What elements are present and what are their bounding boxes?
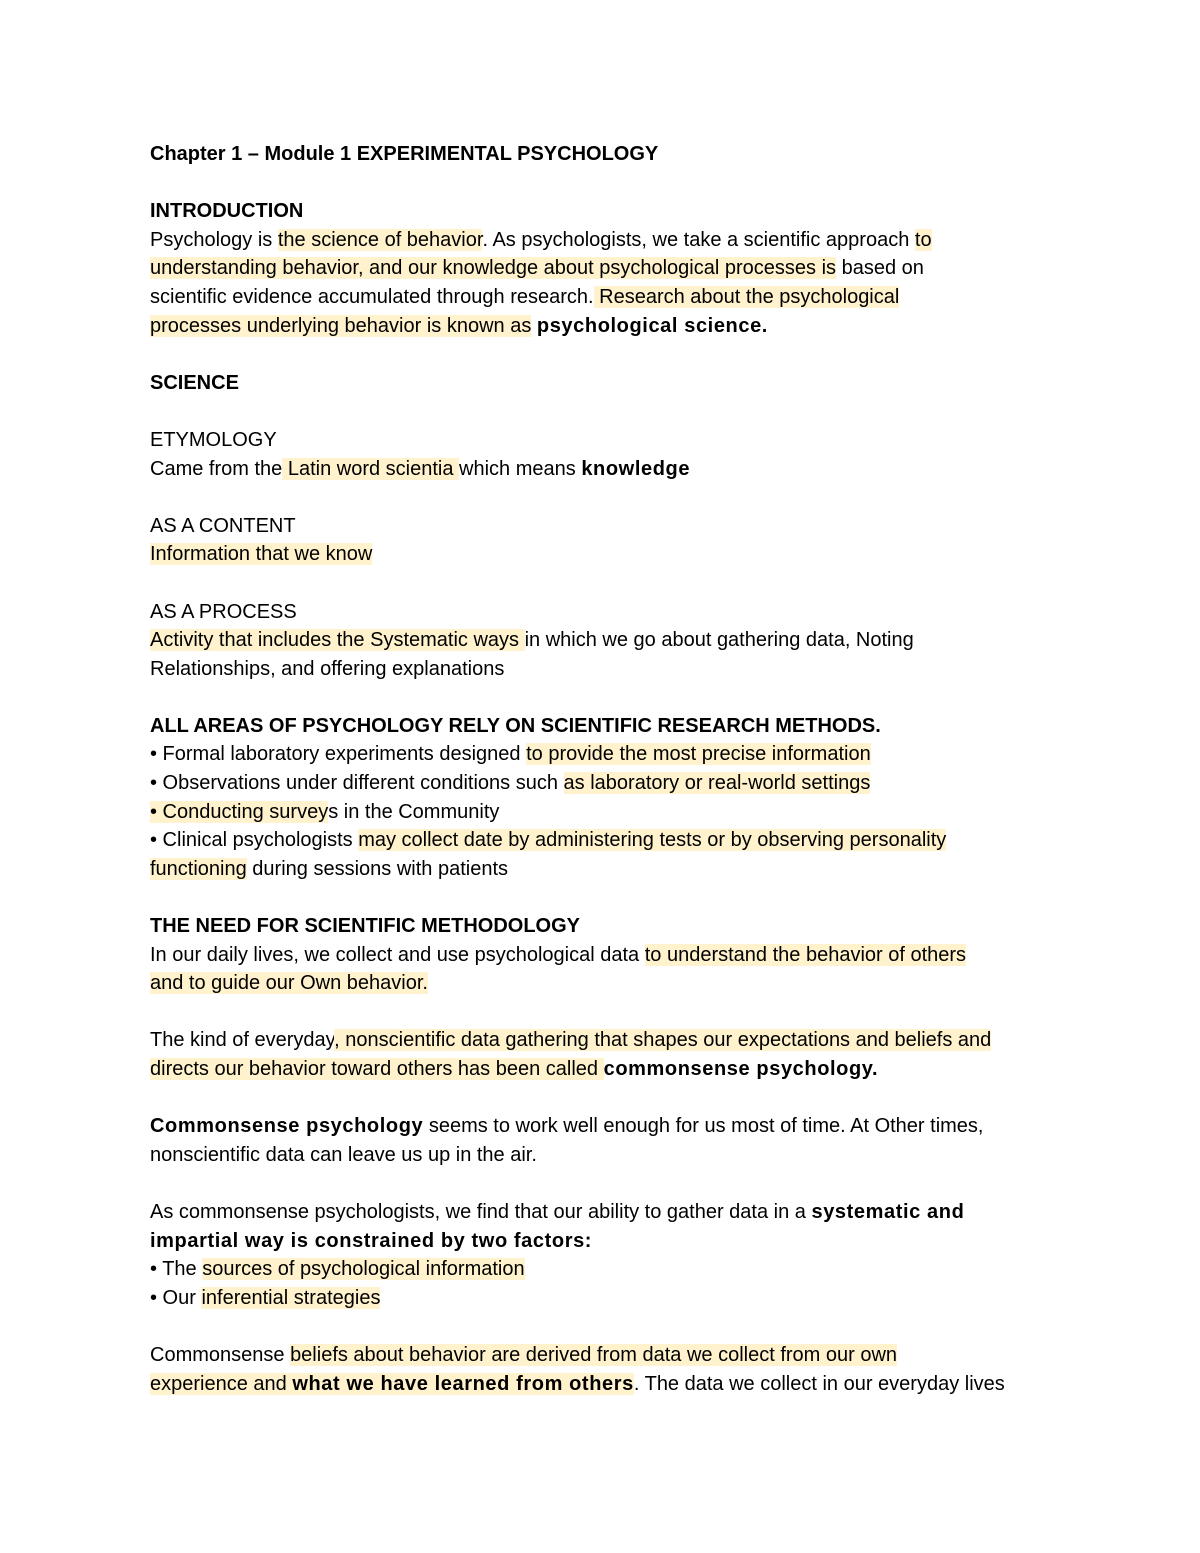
paragraph-line: The kind of everyday, nonscientific data gathering that shapes our expectations and beliefs and (150, 1029, 992, 1052)
document-title: Chapter 1 – Module 1 EXPERIMENTAL PSYCHOLOGY (150, 143, 659, 165)
paragraph-line: scientific evidence accumulated through research. Research about the psychological (150, 285, 900, 308)
paragraph-line: Relationships, and offering explanations (150, 657, 505, 680)
subheading-etymology: ETYMOLOGY (150, 428, 277, 451)
paragraph-line: Commonsense beliefs about behavior are derived from data we collect from our own (150, 1343, 898, 1366)
paragraph-line: In our daily lives, we collect and use psychological data to understand the behavior of others (150, 943, 967, 966)
bullet-item: • Observations under different conditions such as laboratory or real-world settings (150, 772, 871, 795)
bold-term: psychological science. (536, 314, 768, 337)
highlighted-text: sources of psychological information (202, 1258, 525, 1281)
bullet-item-continuation: functioning during sessions with patients (150, 857, 508, 880)
highlighted-text: to (914, 228, 932, 251)
bold-term: impartial way is constrained by two factors: (150, 1229, 593, 1252)
highlighted-text: processes underlying behavior is known as (150, 314, 532, 337)
paragraph-line: Psychology is the science of behavior. As psychologists, we take a scientific approach to (150, 228, 932, 251)
paragraph-line (150, 540, 1080, 569)
highlighted-text: • Conducting survey (150, 800, 329, 823)
highlighted-text: , nonscientific data gathering that shapes our expectations and beliefs and (334, 1029, 992, 1052)
bold-term: systematic and (811, 1200, 965, 1223)
highlighted-text: beliefs about behavior are derived from data we collect from our own (290, 1343, 898, 1366)
bullet-item: • Conducting surveys in the Community (150, 800, 500, 823)
bullet-item: • Our inferential strategies (150, 1286, 381, 1309)
section-heading-science: SCIENCE (150, 371, 239, 394)
subheading-process: AS A PROCESS (150, 600, 297, 623)
bold-term: Commonsense psychology (150, 1115, 424, 1138)
bullet-item: • Clinical psychologists may collect date by administering tests or by observing personality (150, 829, 947, 852)
highlighted-text: and to guide our Own behavior. (150, 972, 428, 995)
highlighted-text: to understand the behavior of others (644, 943, 967, 966)
highlighted-text: directs our behavior toward others has been called (150, 1058, 604, 1080)
paragraph-line (150, 1055, 1080, 1084)
paragraph-line: Commonsense psychology seems to work well enough for us most of time. At Other times, (150, 1115, 984, 1138)
highlighted-text: Information that we know (150, 543, 373, 566)
highlighted-text: Research about the psychological (593, 285, 900, 308)
highlighted-text: functioning (150, 857, 247, 880)
highlighted-text: to provide the most precise information (526, 743, 871, 766)
highlighted-text: inferential strategies (201, 1286, 381, 1309)
paragraph-line (150, 312, 1080, 341)
bold-term: knowledge (581, 457, 691, 480)
highlighted-text: experience and (150, 1372, 293, 1395)
subheading-content: AS A CONTENT (150, 514, 296, 537)
bold-term: commonsense psychology. (603, 1058, 879, 1080)
highlighted-text: the science of behavior (277, 228, 483, 251)
paragraph-line: nonscientific data can leave us up in the air. (150, 1143, 537, 1166)
highlighted-text: may collect date by administering tests or by observing personality (358, 829, 947, 852)
bold-term: what we have learned from others (292, 1372, 634, 1395)
paragraph-line (150, 969, 1080, 998)
section-heading-methods: ALL AREAS OF PSYCHOLOGY RELY ON SCIENTIFIC RESEARCH METHODS. (150, 714, 881, 737)
highlighted-text: understanding behavior, and our knowledge about psychological processes is (150, 257, 837, 280)
paragraph-line: experience and what we have learned from others. The data we collect in our everyday lives (150, 1372, 1005, 1395)
paragraph-line: Came from the Latin word scientia which means knowledge (150, 457, 691, 480)
highlighted-text: Latin word scientia (282, 457, 460, 480)
section-heading-introduction: INTRODUCTION (150, 200, 304, 223)
bullet-item: • Formal laboratory experiments designed to provide the most precise information (150, 743, 871, 766)
highlighted-text: as laboratory or real-world settings (563, 772, 871, 795)
paragraph-line: Activity that includes the Systematic ways in which we go about gathering data, Noting (150, 629, 914, 652)
paragraph-line: As commonsense psychologists, we find that our ability to gather data in a systematic and (150, 1200, 965, 1223)
section-heading-need: THE NEED FOR SCIENTIFIC METHODOLOGY (150, 915, 581, 938)
highlighted-text: Activity that includes the Systematic ways (150, 629, 525, 652)
bullet-item: • The sources of psychological information (150, 1258, 525, 1281)
paragraph-line: understanding behavior, and our knowledge about psychological processes is based on (150, 257, 924, 280)
